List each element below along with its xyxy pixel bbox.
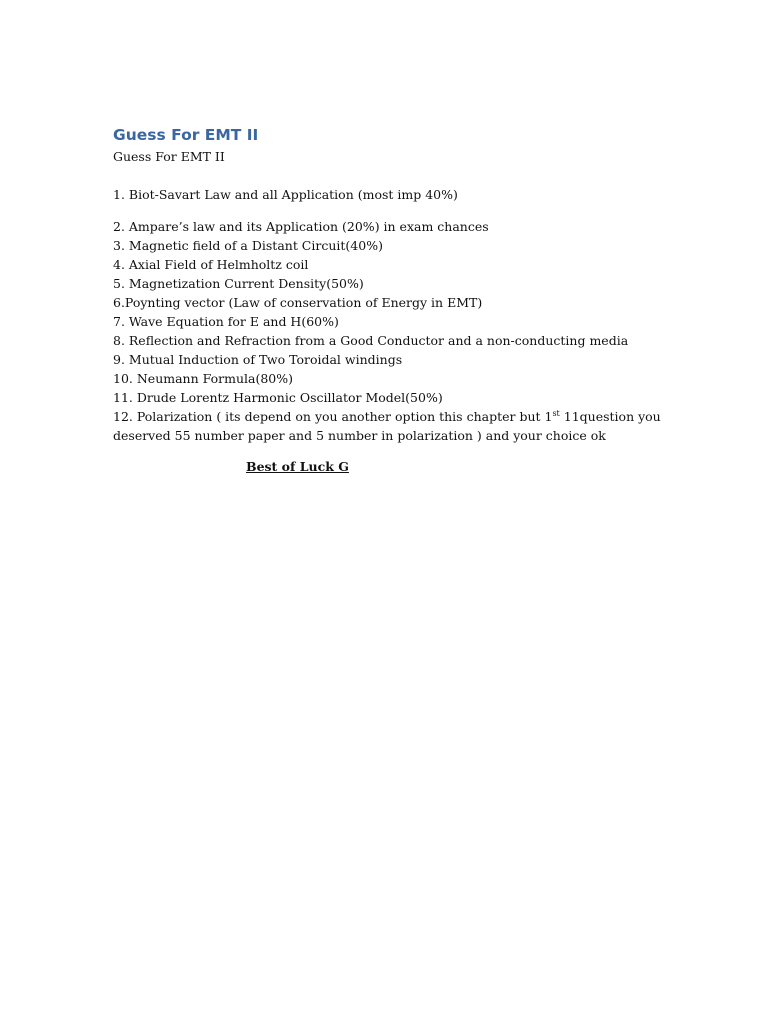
polarization-text-start: 12. Polarization ( its depend on you another option this chapter but 1 (113, 409, 553, 424)
list-item: 10. Neumann Formula(80%) (113, 371, 293, 386)
list-item: 1. Biot-Savart Law and all Application (most imp 40%) (113, 187, 458, 202)
list-item: 8. Reflection and Refraction from a Good Conductor and a non-conducting media (113, 333, 629, 348)
list-item: 3. Magnetic field of a Distant Circuit(40%) (113, 238, 383, 253)
list-item: 6.Poynting vector (Law of conservation of Energy in EMT) (113, 295, 483, 310)
list-item: 2. Ampare’s law and its Application (20%) in exam chances (113, 219, 489, 234)
list-item: 11. Drude Lorentz Harmonic Oscillator Model(50%) (113, 390, 443, 405)
list-item: 4. Axial Field of Helmholtz coil (113, 257, 309, 272)
list-item: 5. Magnetization Current Density(50%) (113, 276, 364, 291)
polarization-text-end: 11question you (559, 409, 661, 424)
polarization-continuation: deserved 55 number paper and 5 number in polarization ) and your choice ok (113, 428, 606, 443)
list-item: 9. Mutual Induction of Two Toroidal windings (113, 352, 403, 367)
closing-note: Best of Luck G (246, 459, 349, 474)
document-subtitle: Guess For EMT II (113, 149, 225, 164)
list-item: 7. Wave Equation for E and H(60%) (113, 314, 339, 329)
list-item-polarization (113, 407, 661, 426)
document-content (113, 124, 661, 476)
document-title: Guess For EMT II (113, 126, 259, 144)
ordinal-superscript: st (552, 408, 560, 418)
